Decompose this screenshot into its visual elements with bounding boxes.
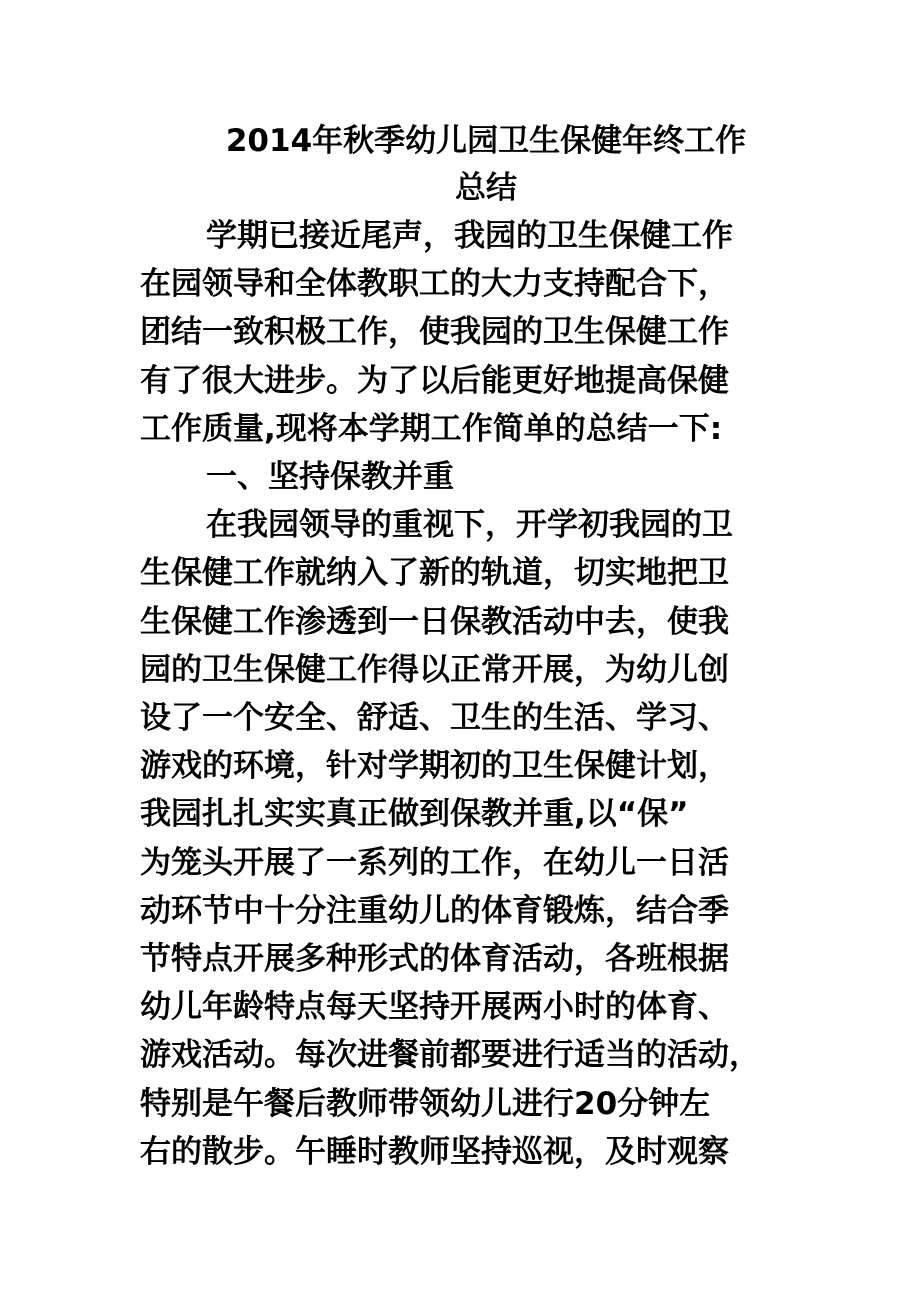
text-line: 园的卫生保健工作得以正常开展，为幼儿创 xyxy=(140,651,729,688)
document-page xyxy=(140,118,780,1176)
paragraph-intro xyxy=(140,212,780,453)
text-line: 我园扎扎实实真正做到保教并重,以“保” xyxy=(140,796,689,833)
text-line: 有了很大进步。为了以后能更好地提高保健 xyxy=(140,362,729,399)
text-line: 设了一个安全、舒适、卫生的生活、学习、 xyxy=(140,700,729,737)
heading-line: 一、坚持保教并重 xyxy=(206,459,454,496)
text-line: 游戏的环境，针对学期初的卫生保健计划， xyxy=(140,748,729,785)
text-line: 在园领导和全体教职工的大力支持配合下， xyxy=(140,266,729,303)
text-line: 生保健工作渗透到一日保教活动中去，使我 xyxy=(140,603,729,640)
title-line-1: 2014年秋季幼儿园卫生保健年终工作 xyxy=(225,123,747,159)
text-line: 动环节中十分注重幼儿的体育锻炼，结合季 xyxy=(140,892,729,929)
text-line: 学期已接近尾声，我园的卫生保健工作 xyxy=(206,218,733,254)
text-line: 生保健工作就纳入了新的轨道，切实地把卫 xyxy=(140,555,729,592)
section-heading xyxy=(140,453,780,501)
text-line: 在我园领导的重视下，开学初我园的卫 xyxy=(206,507,733,544)
text-line: 右的散步。午睡时教师坚持巡视，及时观察 xyxy=(140,1133,729,1170)
text-line: 团结一致积极工作，使我园的卫生保健工作 xyxy=(140,314,729,351)
text-line: 幼儿年龄特点每天坚持开展两小时的体育、 xyxy=(140,989,729,1026)
document-title xyxy=(140,118,780,212)
text-line: 为笼头开展了一系列的工作，在幼儿一日活 xyxy=(140,844,729,881)
paragraph-section-1 xyxy=(140,501,780,1176)
text-line: 节特点开展多种形式的体育活动，各班根据 xyxy=(140,941,729,978)
text-line: 游戏活动。每次进餐前都要进行适当的活动， xyxy=(140,1037,760,1074)
title-line-2: 总结 xyxy=(455,170,517,206)
text-line: 工作质量,现将本学期工作简单的总结一下: xyxy=(140,410,723,447)
text-line: 特别是午餐后教师带领幼儿进行20分钟左 xyxy=(140,1085,711,1122)
